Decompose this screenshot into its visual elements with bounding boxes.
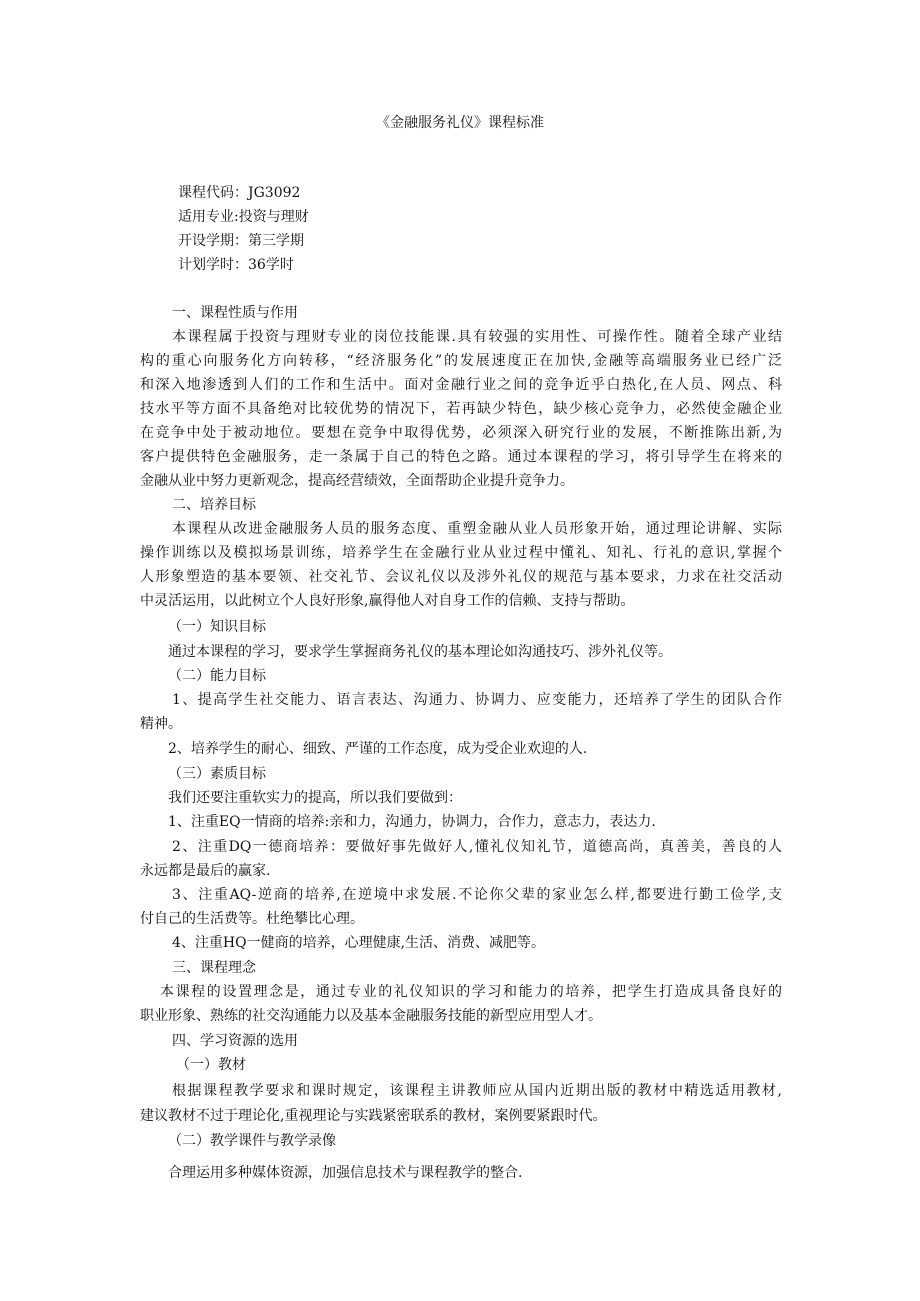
media-text: 合理运用多种媒体资源，加强信息技术与课程教学的整合.	[168, 1165, 523, 1181]
paragraph-line: 人形象塑造的基本要领、社交礼节、会议礼仪以及涉外礼仪的规范与基本要求，力求在社交活动	[140, 569, 782, 585]
paragraph-line: 金融从业中努力更新观念，提高经营绩效，全面帮助企业提升竞争力。	[140, 473, 574, 489]
paragraph-line: 构的重心向服务化方向转移，“经济服务化”的发展速度正在加快,金融等高端服务业已经广泛	[140, 353, 782, 369]
paragraph-line: 技水平等方面不具备绝对比较优势的情况下，若再缺少特色，缺少核心竞争力，必然使金融企业	[140, 401, 782, 417]
quality-item-3-cont: 付自己的生活费等。杜绝攀比心理。	[140, 911, 364, 927]
paragraph-line: 和深入地渗透到人们的工作和生活中。面对金融行业之间的竞争近乎白热化,在人员、网点、科	[140, 377, 782, 393]
quality-goal-heading: （三）素质目标	[168, 766, 266, 782]
textbook-text: 根据课程教学要求和课时规定，该课程主讲教师应从国内近期出版的教材中精选适用教材,	[172, 1083, 782, 1099]
quality-intro: 我们还要注重软实力的提高，所以我们要做到：	[168, 790, 462, 806]
applicable-major: 适用专业:投资与理财	[178, 209, 309, 225]
ability-item-2: 2、培养学生的耐心、细致、严谨的工作态度，成为受企业欢迎的人.	[168, 741, 588, 757]
course-code: 课程代码：JG3092	[178, 185, 301, 201]
section-4-heading: 四、学习资源的选用	[172, 1033, 298, 1049]
paragraph-line: 本课程的设置理念是，通过专业的礼仪知识的学习和能力的培养，把学生打造成具备良好的	[160, 984, 782, 1000]
quality-item-3: 3、注重AQ-逆商的培养,在逆境中求发展.不论你父辈的家业怎么样,都要进行勤工俭学,支	[172, 887, 782, 903]
ability-goal-heading: （二）能力目标	[168, 668, 266, 684]
quality-item-4: 4、注重HQ一健商的培养，心理健康,生活、消费、减肥等。	[172, 935, 546, 951]
ability-item-1: 1、提高学生社交能力、语言表达、沟通力、协调力、应变能力，还培养了学生的团队合作	[172, 692, 782, 708]
section-3-heading: 三、课程理念	[172, 960, 256, 976]
media-heading: （二）教学课件与教学录像	[168, 1133, 336, 1149]
section-2-heading: 二、培养目标	[172, 497, 256, 513]
paragraph-line: 本课程属于投资与理财专业的岗位技能课.具有较强的实用性、可操作性。随着全球产业结	[172, 329, 782, 345]
paragraph-line: 客户提供特色金融服务，走一条属于自己的特色之路。通过本课程的学习，将引导学生在将来的	[140, 449, 782, 465]
paragraph-line: 操作训练以及模拟场景训练，培养学生在金融行业从业过程中懂礼、知礼、行礼的意识,掌握个	[140, 545, 782, 561]
semester: 开设学期：第三学期	[178, 233, 304, 249]
document-title: 《金融服务礼仪》课程标准	[376, 115, 544, 131]
knowledge-goal-heading: （一）知识目标	[168, 619, 266, 635]
section-1-heading: 一、课程性质与作用	[172, 305, 298, 321]
knowledge-goal-text: 通过本课程的学习，要求学生掌握商务礼仪的基本理论如沟通技巧、涉外礼仪等。	[168, 644, 672, 660]
quality-item-1: 1、注重EQ一情商的培养:亲和力，沟通力，协调力，合作力，意志力，表达力.	[168, 814, 656, 830]
paragraph-line: 中灵活运用，以此树立个人良好形象,赢得他人对自身工作的信赖、支持与帮助。	[140, 593, 635, 609]
ability-item-1-cont: 精神。	[140, 716, 182, 732]
paragraph-line: 本课程从改进金融服务人员的服务态度、重塑金融从业人员形象开始，通过理论讲解、实际	[172, 521, 782, 537]
paragraph-line: 在竞争中处于被动地位。要想在竞争中取得优势，必须深入研究行业的发展，不断推陈出新,为	[140, 425, 782, 441]
textbook-heading: （一）教材	[176, 1057, 246, 1073]
quality-item-2: 2、注重DQ一德商培养：要做好事先做好人,懂礼仪知礼节，道德高尚，真善美，善良的人	[172, 839, 782, 855]
quality-item-2-cont: 永远都是最后的赢家.	[140, 863, 271, 879]
textbook-text-cont: 建议教材不过于理论化,重视理论与实践紧密联系的教材，案例要紧跟时代。	[140, 1108, 607, 1124]
paragraph-line: 职业形象、熟练的社交沟通能力以及基本金融服务技能的新型应用型人才。	[140, 1008, 602, 1024]
planned-hours: 计划学时：36学时	[178, 257, 294, 273]
